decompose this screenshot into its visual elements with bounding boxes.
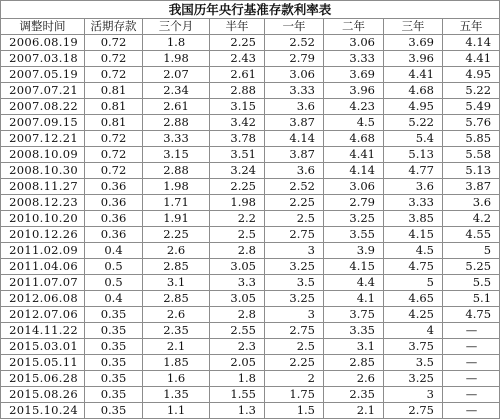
cell-date[interactable]: 2007.08.22	[1, 99, 85, 115]
cell-2-year[interactable]: 4.14	[324, 163, 384, 179]
cell-demand[interactable]: 0.72	[85, 163, 143, 179]
cell-demand[interactable]: 0.81	[85, 99, 143, 115]
cell-3-month[interactable]: 2.6	[143, 307, 210, 323]
cell-demand[interactable]: 0.4	[85, 243, 143, 259]
cell-date[interactable]: 2015.08.26	[1, 387, 85, 403]
table-row	[1, 67, 500, 83]
cell-6-month[interactable]: 2.8	[210, 307, 265, 323]
cell-6-month[interactable]: 1.3	[210, 403, 265, 419]
table-row	[1, 147, 500, 163]
cell-date[interactable]: 2008.11.27	[1, 179, 85, 195]
cell-6-month[interactable]: 2.8	[210, 243, 265, 259]
cell-5-year[interactable]: 4.95	[443, 67, 500, 83]
header-2-year[interactable]: 二年	[324, 19, 384, 35]
cell-3-year[interactable]: 4.75	[384, 259, 443, 275]
cell-demand[interactable]: 0.36	[85, 195, 143, 211]
cell-demand[interactable]: 0.4	[85, 291, 143, 307]
cell-5-year[interactable]: —	[443, 387, 500, 403]
cell-5-year[interactable]: 5.85	[443, 131, 500, 147]
cell-1-year[interactable]: 2.5	[265, 211, 324, 227]
cell-date[interactable]: 2010.12.26	[1, 227, 85, 243]
cell-3-year[interactable]: 4.25	[384, 307, 443, 323]
cell-2-year[interactable]: 2.1	[324, 403, 384, 419]
cell-2-year[interactable]: 3.06	[324, 35, 384, 51]
cell-5-year[interactable]: 5.25	[443, 259, 500, 275]
cell-2-year[interactable]: 2.85	[324, 355, 384, 371]
cell-3-month[interactable]: 2.85	[143, 259, 210, 275]
cell-2-year[interactable]: 3.55	[324, 227, 384, 243]
cell-3-year[interactable]: 5.4	[384, 131, 443, 147]
cell-5-year[interactable]: 5.49	[443, 99, 500, 115]
cell-1-year[interactable]: 3	[265, 307, 324, 323]
cell-1-year[interactable]: 3.87	[265, 115, 324, 131]
cell-date[interactable]: 2008.12.23	[1, 195, 85, 211]
cell-demand[interactable]: 0.5	[85, 275, 143, 291]
table-row	[1, 179, 500, 195]
cell-2-year[interactable]: 4.4	[324, 275, 384, 291]
table-row	[1, 339, 500, 355]
header-6-month[interactable]: 半年	[210, 19, 265, 35]
cell-5-year[interactable]: 5.13	[443, 163, 500, 179]
table-row	[1, 35, 500, 51]
cell-5-year[interactable]: 5.5	[443, 275, 500, 291]
cell-2-year[interactable]: 3.33	[324, 51, 384, 67]
cell-1-year[interactable]: 3.5	[265, 275, 324, 291]
cell-1-year[interactable]: 2.75	[265, 323, 324, 339]
cell-2-year[interactable]: 4.15	[324, 259, 384, 275]
cell-6-month[interactable]: 1.8	[210, 371, 265, 387]
cell-date[interactable]: 2011.04.06	[1, 259, 85, 275]
cell-demand[interactable]: 0.72	[85, 51, 143, 67]
cell-1-year[interactable]: 3	[265, 243, 324, 259]
title-row	[1, 1, 500, 19]
cell-3-year[interactable]: 4.95	[384, 99, 443, 115]
cell-3-month[interactable]: 2.61	[143, 99, 210, 115]
cell-date[interactable]: 2012.07.06	[1, 307, 85, 323]
cell-demand[interactable]: 0.72	[85, 131, 143, 147]
table-row	[1, 99, 500, 115]
cell-1-year[interactable]: 2.52	[265, 35, 324, 51]
cell-5-year[interactable]: —	[443, 323, 500, 339]
cell-date[interactable]: 2011.02.09	[1, 243, 85, 259]
cell-6-month[interactable]: 1.98	[210, 195, 265, 211]
cell-3-month[interactable]: 2.35	[143, 323, 210, 339]
table-row	[1, 403, 500, 419]
cell-demand[interactable]: 0.35	[85, 371, 143, 387]
cell-date[interactable]: 2007.12.21	[1, 131, 85, 147]
cell-2-year[interactable]: 3.96	[324, 83, 384, 99]
cell-3-month[interactable]: 1.71	[143, 195, 210, 211]
cell-date[interactable]: 2015.05.11	[1, 355, 85, 371]
header-3-month[interactable]: 三个月	[143, 19, 210, 35]
table-row	[1, 355, 500, 371]
header-5-year[interactable]: 五年	[443, 19, 500, 35]
cell-demand[interactable]: 0.72	[85, 147, 143, 163]
cell-1-year[interactable]: 3.06	[265, 67, 324, 83]
table-title[interactable]: 我国历年央行基准存款利率表	[1, 1, 500, 19]
cell-3-month[interactable]: 1.85	[143, 355, 210, 371]
cell-6-month[interactable]: 3.51	[210, 147, 265, 163]
cell-3-month[interactable]: 1.6	[143, 371, 210, 387]
cell-5-year[interactable]: 4.41	[443, 51, 500, 67]
cell-3-month[interactable]: 1.1	[143, 403, 210, 419]
table-row	[1, 243, 500, 259]
table-row	[1, 51, 500, 67]
cell-3-year[interactable]: 4.65	[384, 291, 443, 307]
cell-2-year[interactable]: 4.41	[324, 147, 384, 163]
cell-date[interactable]: 2008.10.09	[1, 147, 85, 163]
cell-6-month[interactable]: 2.2	[210, 211, 265, 227]
table-row	[1, 211, 500, 227]
cell-1-year[interactable]: 3.6	[265, 99, 324, 115]
cell-1-year[interactable]: 2.25	[265, 355, 324, 371]
cell-3-year[interactable]: 3.85	[384, 211, 443, 227]
cell-3-year[interactable]: 3.75	[384, 339, 443, 355]
cell-1-year[interactable]: 2.79	[265, 51, 324, 67]
cell-date[interactable]: 2006.08.19	[1, 35, 85, 51]
cell-3-year[interactable]: 4.77	[384, 163, 443, 179]
cell-5-year[interactable]: 5.22	[443, 83, 500, 99]
cell-demand[interactable]: 0.72	[85, 35, 143, 51]
cell-1-year[interactable]: 1.75	[265, 387, 324, 403]
cell-3-year[interactable]: 5.22	[384, 115, 443, 131]
cell-6-month[interactable]: 3.42	[210, 115, 265, 131]
cell-6-month[interactable]: 3.05	[210, 259, 265, 275]
cell-demand[interactable]: 0.81	[85, 115, 143, 131]
cell-6-month[interactable]: 3.05	[210, 291, 265, 307]
cell-1-year[interactable]: 1.5	[265, 403, 324, 419]
header-adjust-date[interactable]: 调整时间	[1, 19, 85, 35]
cell-3-year[interactable]: 5.13	[384, 147, 443, 163]
cell-2-year[interactable]: 4.1	[324, 291, 384, 307]
cell-1-year[interactable]: 2.5	[265, 339, 324, 355]
table-row	[1, 307, 500, 323]
cell-2-year[interactable]: 3.75	[324, 307, 384, 323]
cell-6-month[interactable]: 2.05	[210, 355, 265, 371]
cell-3-year[interactable]: 4.41	[384, 67, 443, 83]
table-row	[1, 227, 500, 243]
cell-demand[interactable]: 0.35	[85, 307, 143, 323]
cell-demand[interactable]: 0.35	[85, 339, 143, 355]
cell-1-year[interactable]: 3.25	[265, 291, 324, 307]
cell-date[interactable]: 2007.07.21	[1, 83, 85, 99]
cell-3-month[interactable]: 2.34	[143, 83, 210, 99]
cell-date[interactable]: 2008.10.30	[1, 163, 85, 179]
cell-6-month[interactable]: 3.15	[210, 99, 265, 115]
cell-6-month[interactable]: 3.78	[210, 131, 265, 147]
cell-5-year[interactable]: —	[443, 339, 500, 355]
cell-2-year[interactable]: 2.79	[324, 195, 384, 211]
cell-demand[interactable]: 0.5	[85, 259, 143, 275]
cell-3-year[interactable]: 3.5	[384, 355, 443, 371]
cell-3-month[interactable]: 3.15	[143, 147, 210, 163]
cell-5-year[interactable]: —	[443, 371, 500, 387]
cell-3-month[interactable]: 2.6	[143, 243, 210, 259]
cell-date[interactable]: 2011.07.07	[1, 275, 85, 291]
cell-1-year[interactable]: 2.25	[265, 195, 324, 211]
cell-1-year[interactable]: 2	[265, 371, 324, 387]
cell-2-year[interactable]: 3.25	[324, 211, 384, 227]
cell-demand[interactable]: 0.36	[85, 227, 143, 243]
cell-3-year[interactable]: 4	[384, 323, 443, 339]
cell-6-month[interactable]: 3.24	[210, 163, 265, 179]
cell-6-month[interactable]: 2.3	[210, 339, 265, 355]
cell-demand[interactable]: 0.36	[85, 179, 143, 195]
header-demand-deposit[interactable]: 活期存款	[85, 19, 143, 35]
cell-5-year[interactable]: 3.87	[443, 179, 500, 195]
cell-2-year[interactable]: 2.35	[324, 387, 384, 403]
cell-3-year[interactable]: 4.5	[384, 243, 443, 259]
cell-2-year[interactable]: 3.9	[324, 243, 384, 259]
table-row	[1, 195, 500, 211]
cell-date[interactable]: 2015.10.24	[1, 403, 85, 419]
cell-demand[interactable]: 0.35	[85, 323, 143, 339]
cell-5-year[interactable]: 5	[443, 243, 500, 259]
cell-date[interactable]: 2015.06.28	[1, 371, 85, 387]
cell-5-year[interactable]: 4.75	[443, 307, 500, 323]
cell-3-year[interactable]: 4.15	[384, 227, 443, 243]
cell-3-year[interactable]: 3.33	[384, 195, 443, 211]
cell-2-year[interactable]: 3.69	[324, 67, 384, 83]
cell-3-month[interactable]: 3.1	[143, 275, 210, 291]
cell-date[interactable]: 2007.03.18	[1, 51, 85, 67]
cell-3-month[interactable]: 1.98	[143, 51, 210, 67]
header-row	[1, 19, 500, 35]
cell-6-month[interactable]: 2.55	[210, 323, 265, 339]
cell-6-month[interactable]: 2.25	[210, 35, 265, 51]
cell-date[interactable]: 2007.05.19	[1, 67, 85, 83]
table-row	[1, 323, 500, 339]
cell-3-month[interactable]: 2.25	[143, 227, 210, 243]
cell-1-year[interactable]: 3.87	[265, 147, 324, 163]
cell-3-month[interactable]: 1.8	[143, 35, 210, 51]
table-row	[1, 387, 500, 403]
cell-demand[interactable]: 0.35	[85, 355, 143, 371]
cell-date[interactable]: 2012.06.08	[1, 291, 85, 307]
cell-6-month[interactable]: 1.55	[210, 387, 265, 403]
cell-1-year[interactable]: 3.33	[265, 83, 324, 99]
cell-3-month[interactable]: 3.33	[143, 131, 210, 147]
cell-3-month[interactable]: 2.88	[143, 163, 210, 179]
cell-3-year[interactable]: 3	[384, 387, 443, 403]
cell-3-year[interactable]: 3.6	[384, 179, 443, 195]
cell-1-year[interactable]: 2.52	[265, 179, 324, 195]
cell-3-month[interactable]: 2.07	[143, 67, 210, 83]
cell-date[interactable]: 2015.03.01	[1, 339, 85, 355]
cell-1-year[interactable]: 3.6	[265, 163, 324, 179]
cell-2-year[interactable]: 4.68	[324, 131, 384, 147]
cell-5-year[interactable]: 4.2	[443, 211, 500, 227]
table-row	[1, 275, 500, 291]
cell-2-year[interactable]: 3.35	[324, 323, 384, 339]
table-row	[1, 115, 500, 131]
table-row	[1, 371, 500, 387]
cell-3-month[interactable]: 2.88	[143, 115, 210, 131]
cell-3-month[interactable]: 2.85	[143, 291, 210, 307]
cell-1-year[interactable]: 2.75	[265, 227, 324, 243]
header-1-year[interactable]: 一年	[265, 19, 324, 35]
cell-demand[interactable]: 0.36	[85, 211, 143, 227]
cell-3-year[interactable]: 3.69	[384, 35, 443, 51]
cell-2-year[interactable]: 4.23	[324, 99, 384, 115]
cell-demand[interactable]: 0.35	[85, 403, 143, 419]
cell-1-year[interactable]: 4.14	[265, 131, 324, 147]
cell-3-year[interactable]: 5	[384, 275, 443, 291]
cell-5-year[interactable]: 5.1	[443, 291, 500, 307]
cell-6-month[interactable]: 2.25	[210, 179, 265, 195]
cell-6-month[interactable]: 2.88	[210, 83, 265, 99]
cell-6-month[interactable]: 2.5	[210, 227, 265, 243]
cell-demand[interactable]: 0.72	[85, 67, 143, 83]
cell-6-month[interactable]: 2.61	[210, 67, 265, 83]
table-row	[1, 163, 500, 179]
header-3-year[interactable]: 三年	[384, 19, 443, 35]
cell-3-month[interactable]: 1.98	[143, 179, 210, 195]
cell-3-year[interactable]: 3.25	[384, 371, 443, 387]
cell-3-year[interactable]: 3.96	[384, 51, 443, 67]
table-row	[1, 291, 500, 307]
cell-6-month[interactable]: 2.43	[210, 51, 265, 67]
cell-2-year[interactable]: 3.06	[324, 179, 384, 195]
cell-2-year[interactable]: 4.5	[324, 115, 384, 131]
cell-3-month[interactable]: 2.1	[143, 339, 210, 355]
table-row	[1, 83, 500, 99]
cell-3-year[interactable]: 4.68	[384, 83, 443, 99]
cell-5-year[interactable]: 5.76	[443, 115, 500, 131]
cell-date[interactable]: 2010.10.20	[1, 211, 85, 227]
cell-demand[interactable]: 0.35	[85, 387, 143, 403]
cell-2-year[interactable]: 2.6	[324, 371, 384, 387]
cell-1-year[interactable]: 3.25	[265, 259, 324, 275]
cell-date[interactable]: 2014.11.22	[1, 323, 85, 339]
cell-date[interactable]: 2007.09.15	[1, 115, 85, 131]
cell-3-year[interactable]: 2.75	[384, 403, 443, 419]
cell-3-month[interactable]: 1.91	[143, 211, 210, 227]
cell-3-month[interactable]: 1.35	[143, 387, 210, 403]
cell-5-year[interactable]: 4.55	[443, 227, 500, 243]
cell-5-year[interactable]: —	[443, 403, 500, 419]
cell-6-month[interactable]: 3.3	[210, 275, 265, 291]
cell-5-year[interactable]: —	[443, 355, 500, 371]
cell-5-year[interactable]: 5.58	[443, 147, 500, 163]
cell-5-year[interactable]: 3.6	[443, 195, 500, 211]
table-row	[1, 131, 500, 147]
cell-2-year[interactable]: 3.1	[324, 339, 384, 355]
table-row	[1, 259, 500, 275]
cell-demand[interactable]: 0.81	[85, 83, 143, 99]
cell-5-year[interactable]: 4.14	[443, 35, 500, 51]
